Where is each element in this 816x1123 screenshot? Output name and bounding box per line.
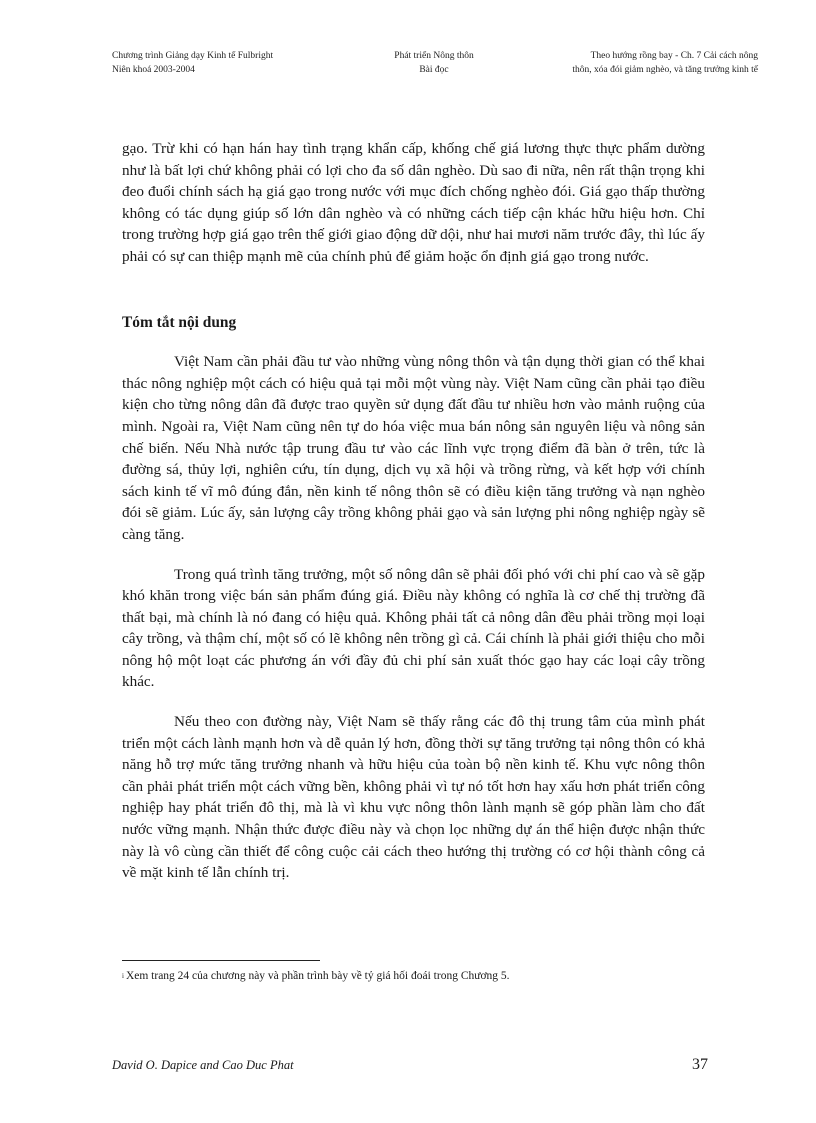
paragraph: gạo. Trừ khi có hạn hán hay tình trạng khẩn cấp, khống chế giá lương thực thực phẩm dường như là bất lợi chứ không phải có lợi cho đa số dân nghèo. Dù sao đi nữa, nên rất thận trọng khi đeo đuổi chính sách hạ giá gạo trong nước với mục đích chống nghèo đói. Giá gạo thấp thường không có tác dụng giúp số lớn dân nghèo và có những cách tiếp cận khác hữu hiệu hơn. Chỉ trong trường hợp giá gạo trên thế giới giao động dữ dội, như hai mươi năm trước đây, thì lúc ấy phải có sự can thiệp mạnh mẽ của chính phủ để giảm hoặc ổn định giá gạo trong nước. bbox=[122, 140, 705, 265]
footer-authors: David O. Dapice and Cao Duc Phat bbox=[112, 1058, 294, 1072]
paragraph: Việt Nam cần phải đầu tư vào những vùng nông thôn và tận dụng thời gian có thể khai thác nông nghiệp một cách có hiệu quả tại mỗi một vùng này. Việt Nam cũng cần phải tạo điều kiện cho từng nông dân đã được trao quyền sử dụng đất đầu tư nhiều hơn vào mảnh ruộng của mình. Ngoài ra, Việt Nam cũng nên tự do hóa việc mua bán nông sản nguyên liệu và nông sản chế biến. Nếu Nhà nước tập trung đầu tư vào các lĩnh vực trọng điểm đã bàn ở trên, tức là đường sá, thủy lợi, nghiên cứu, tín dụng, dịch vụ xã hội và trồng rừng, và kết hợp với chính sách kinh tế vĩ mô đúng đắn, nền kinh tế nông thôn sẽ có điều kiện tăng trưởng và nạn nghèo đói sẽ giảm. Lúc ấy, sản lượng cây trồng không phải gạo và sản lượng phi nông nghiệp ngày sẽ càng tăng. bbox=[122, 353, 705, 543]
header-chapter-line2: thôn, xóa đói giảm nghèo, và tăng trưởng kinh tế bbox=[572, 64, 758, 75]
section-heading: Tóm tắt nội dung bbox=[122, 313, 237, 331]
header-reading: Bài đọc bbox=[419, 64, 449, 75]
footnote bbox=[122, 969, 705, 984]
header-center bbox=[374, 50, 494, 77]
page-footer bbox=[112, 1056, 708, 1076]
header-course: Phát triển Nông thôn bbox=[394, 51, 474, 61]
paragraph: Trong quá trình tăng trưởng, một số nông dân sẽ phải đối phó với chi phí cao và sẽ gặp khó khăn trong việc bán sản phẩm đúng giá. Điều này không có nghĩa là cơ chế thị trường đã thất bại, mà chính là nó đang có hiệu quả. Không phải tất cả nông dân đều phải trồng mọi loại cây trồng, và thậm chí, một số có lẽ không nên trồng gì cả. Cái chính là phải giới thiệu cho mỗi nông hộ một loạt các phương án với đầy đủ chi phí sản xuất thóc gạo hay các loại cây trồng khác. bbox=[122, 565, 705, 691]
main-content bbox=[122, 138, 705, 902]
header-left bbox=[112, 50, 342, 77]
header-chapter-line1: Theo hướng rồng bay - Ch. 7 Cải cách nông bbox=[590, 51, 758, 61]
header-program: Chương trình Giảng dạy Kinh tế Fulbright bbox=[112, 51, 274, 61]
page-number: 37 bbox=[692, 1056, 708, 1073]
page-header bbox=[112, 50, 758, 82]
header-academic-year: Niên khoá 2003-2004 bbox=[112, 64, 195, 75]
paragraph: Nếu theo con đường này, Việt Nam sẽ thấy rằng các đô thị trung tâm của mình phát triển một cách lành mạnh hơn và dễ quản lý hơn, đồng thời sự tăng trưởng tại nông thôn có khả năng hỗ trợ mức tăng trưởng nhanh và hữu hiệu của toàn bộ nền kinh tế. Khu vực nông thôn cần phải phát triển một cách vững bền, không phải vì tự nó tốt hơn hay xấu hơn phát triển công nghiệp hay phát triển đô thị, mà là vì khu vực nông thôn lành mạnh sẽ góp phần làm cho đất nước vững mạnh. Nhận thức được điều này và chọn lọc những dự án thể hiện được nhận thức này là vô cùng cần thiết để công cuộc cải cách theo hướng thị trường có cơ hội thành công cả về mặt kinh tế lẫn chính trị. bbox=[122, 713, 705, 882]
footnote-text: Xem trang 24 của chương này và phần trình bày về tỷ giá hối đoái trong Chương 5. bbox=[125, 970, 510, 982]
footnote-marker: i bbox=[122, 972, 124, 980]
header-right bbox=[498, 50, 758, 77]
footnote-divider bbox=[122, 960, 320, 961]
